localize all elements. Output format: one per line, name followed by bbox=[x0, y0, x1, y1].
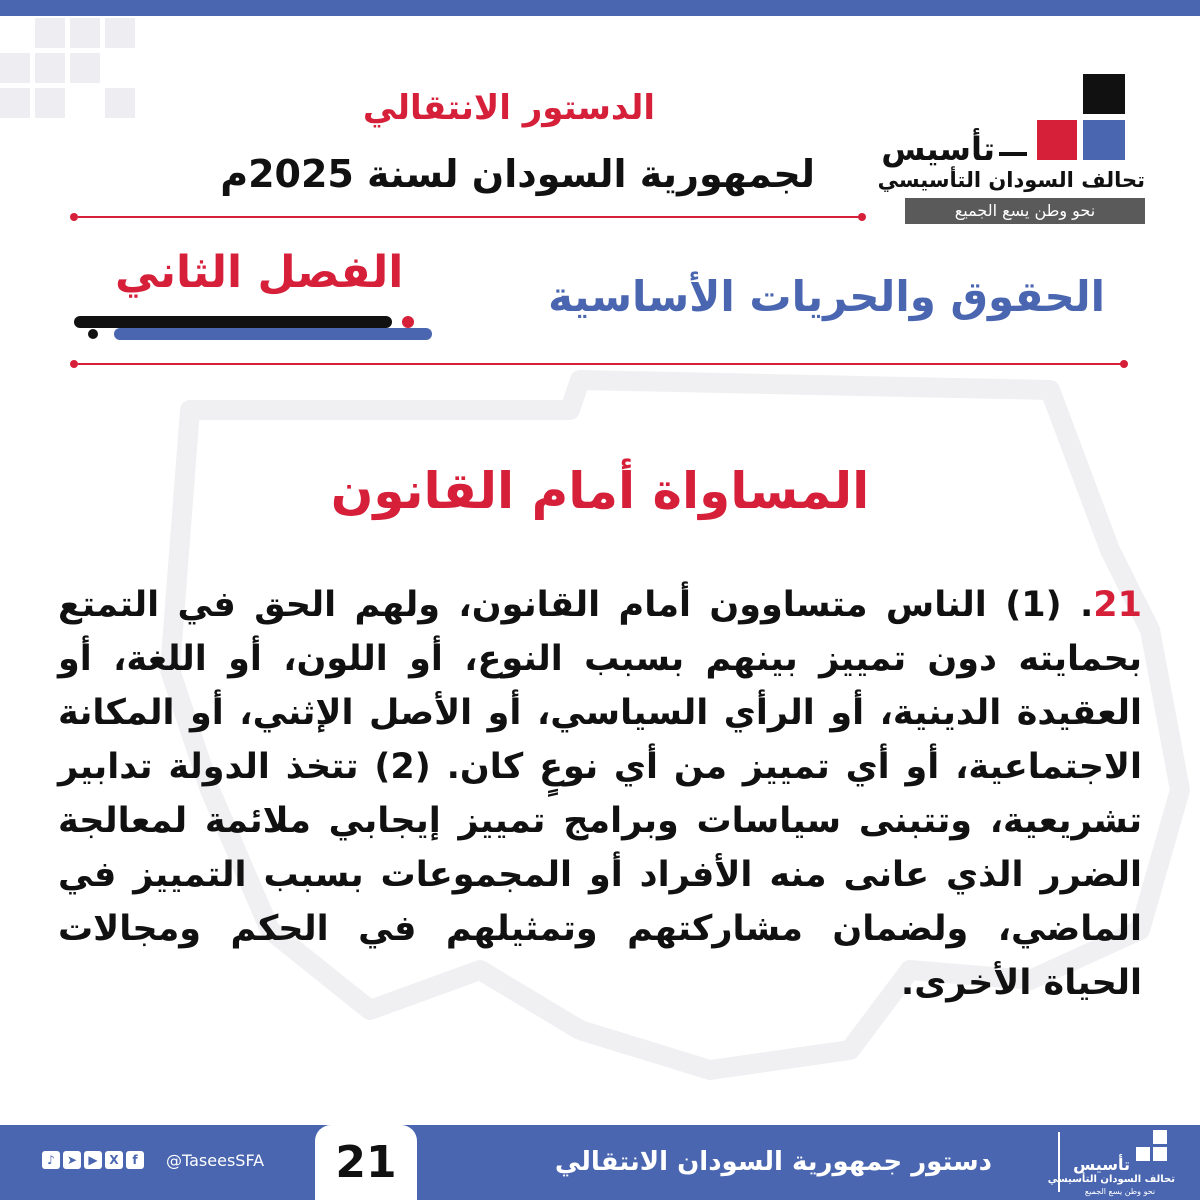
article-text: . (1) الناس متساوون أمام القانون، ولهم الحق في التمتع بحمايته دون تمييز بينهم بسبب النوع، أو اللون، أو اللغة، أو العقيدة الدينية، أو الرأي السياسي، أو الأصل الإثني، أو المكانة الاجتماعية، أو أي تمييز من أي نوعٍ كان. (2) تتخذ الدولة تدابير تشريعية، وتتبنى سياسات وبرامج تمييز إيجابي ملائمة لمعالجة الضرر الذي عانى منه الأفراد أو المجموعات بسبب التمييز في الماضي، ولضمان مشاركتهم وتمثيلهم في الحكم ومجالات الحياة الأخرى. bbox=[58, 585, 1142, 1003]
logo-square-red bbox=[1037, 120, 1077, 160]
logo-dash bbox=[999, 152, 1027, 156]
chapter-underline-dot bbox=[88, 329, 98, 339]
logo-square-blue bbox=[1083, 120, 1125, 160]
footer-title: دستور جمهورية السودان الانتقالي bbox=[554, 1147, 992, 1177]
chapter-underline-blue bbox=[114, 328, 432, 340]
footer-logo-square bbox=[1136, 1147, 1150, 1161]
chapter-label: الفصل الثاني bbox=[115, 247, 404, 298]
chapter-rule-dot bbox=[70, 360, 78, 368]
article-title: المساواة أمام القانون bbox=[330, 462, 870, 520]
decorative-squares bbox=[0, 18, 150, 128]
footer-logo-alliance: تحالف السودان التأسيسي bbox=[1047, 1174, 1175, 1185]
tiktok-icon[interactable]: ♪ bbox=[42, 1151, 60, 1169]
header-rule-dot bbox=[70, 213, 78, 221]
article-number: 21 bbox=[1093, 585, 1142, 625]
logo bbox=[877, 72, 1145, 232]
section-title: الحقوق والحريات الأساسية bbox=[548, 272, 1105, 321]
header-rule-dot bbox=[858, 213, 866, 221]
article-body bbox=[58, 578, 1142, 1010]
chapter-rule-dot bbox=[1120, 360, 1128, 368]
logo-brand: تأسيس bbox=[881, 130, 995, 168]
footer-logo-slogan: نحو وطن يسع الجميع bbox=[1084, 1187, 1156, 1196]
top-bar bbox=[0, 0, 1200, 16]
chapter-rule bbox=[78, 363, 1122, 365]
logo-alliance: تحالف السودان التأسيسي bbox=[877, 168, 1145, 192]
page-number: 21 bbox=[335, 1137, 397, 1188]
document-subtitle: لجمهورية السودان لسنة 2025م bbox=[220, 152, 815, 196]
footer-logo-brand: تأسيس bbox=[1073, 1155, 1130, 1174]
chapter-underline-black bbox=[74, 316, 392, 328]
youtube-icon[interactable]: ▶ bbox=[84, 1151, 102, 1169]
footer-logo bbox=[1047, 1130, 1175, 1196]
social-icons bbox=[42, 1151, 144, 1173]
social-handle[interactable]: @TaseesSFA bbox=[166, 1151, 265, 1170]
footer-logo-square bbox=[1153, 1147, 1167, 1161]
telegram-icon[interactable]: ➤ bbox=[63, 1151, 81, 1169]
facebook-icon[interactable]: f bbox=[126, 1151, 144, 1169]
x-icon[interactable]: X bbox=[105, 1151, 123, 1169]
header-rule bbox=[78, 216, 860, 218]
chapter-underline-dot bbox=[402, 316, 414, 328]
footer-logo-square bbox=[1153, 1130, 1167, 1144]
logo-slogan: نحو وطن يسع الجميع bbox=[905, 198, 1145, 224]
logo-square-black bbox=[1083, 74, 1125, 114]
document-title: الدستور الانتقالي bbox=[362, 88, 655, 128]
